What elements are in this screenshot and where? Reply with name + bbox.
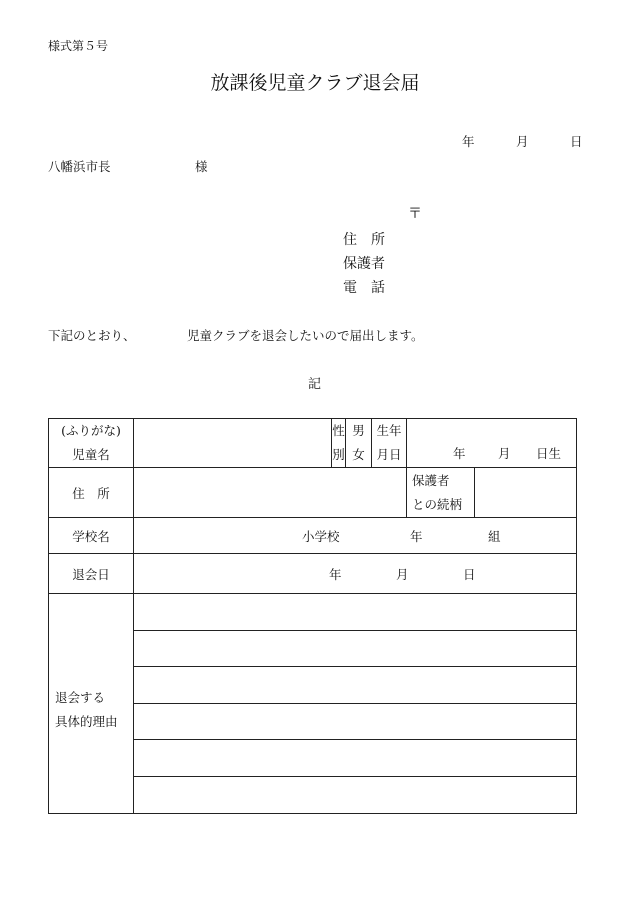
applicant-phone-label: 電 話 xyxy=(343,280,385,296)
birth-date-field[interactable] xyxy=(407,419,577,468)
addressee-honorific: 様 xyxy=(195,159,208,174)
reason-line-3[interactable] xyxy=(134,667,577,704)
birth-month-label: 月 xyxy=(498,446,511,461)
reason-label-1: 退会する xyxy=(55,690,106,706)
male-option[interactable]: 男 xyxy=(352,423,365,438)
reason-line-5[interactable] xyxy=(134,740,577,777)
applicant-guardian-label: 保護者 xyxy=(343,256,385,272)
class-label: 組 xyxy=(488,528,501,544)
relation-label-1: 保護者 xyxy=(412,472,450,488)
withdrawal-form-table xyxy=(48,418,577,814)
leave-month-label: 月 xyxy=(396,566,409,582)
birth-year-label: 年 xyxy=(453,446,466,461)
body-text-part1: 下記のとおり、 xyxy=(48,328,136,343)
body-text-part2: 児童クラブを退会したいので届出します。 xyxy=(187,328,424,343)
row-school xyxy=(49,518,577,554)
child-name-label-cell xyxy=(49,419,134,468)
addressee-name: 八幡浜市長 xyxy=(48,159,111,174)
address-label: 住 所 xyxy=(49,468,134,518)
child-name-label: 児童名 xyxy=(72,447,110,462)
leave-date-label: 退会日 xyxy=(49,554,134,594)
document-title: 放課後児童クラブ退会届 xyxy=(210,72,420,94)
child-name-field[interactable] xyxy=(134,419,332,468)
address-field[interactable] xyxy=(134,468,407,518)
sex-options-cell[interactable] xyxy=(346,419,372,468)
reason-line-4[interactable] xyxy=(134,703,577,740)
birth-label-1: 生年 xyxy=(376,423,402,438)
birth-date-label-cell xyxy=(372,419,407,468)
sex-label-cell xyxy=(332,419,346,468)
date-year-label: 年 xyxy=(462,134,475,149)
form-number: 様式第５号 xyxy=(48,39,109,53)
reason-line-2[interactable] xyxy=(134,630,577,667)
birth-day-label: 日生 xyxy=(536,446,562,461)
postal-mark: 〒 xyxy=(408,206,422,222)
leave-date-field[interactable] xyxy=(134,554,577,594)
birth-label-2: 月日 xyxy=(376,447,402,462)
reason-label-cell xyxy=(49,594,134,814)
leave-year-label: 年 xyxy=(329,566,342,582)
school-suffix: 小学校 xyxy=(302,528,340,544)
row-leave-date xyxy=(49,554,577,594)
furigana-label: (ふりがな) xyxy=(61,423,121,438)
date-month-label: 月 xyxy=(516,134,529,149)
reason-line-1[interactable] xyxy=(134,594,577,631)
date-day-label: 日 xyxy=(570,134,583,149)
relation-label-2: との続柄 xyxy=(412,496,463,512)
reason-line-6[interactable] xyxy=(134,776,577,813)
ki-heading: 記 xyxy=(308,377,322,392)
relation-field[interactable] xyxy=(475,468,577,518)
female-option[interactable]: 女 xyxy=(352,447,365,462)
sex-label-1: 性 xyxy=(332,423,345,438)
row-address xyxy=(49,468,577,518)
leave-day-label: 日 xyxy=(463,566,476,582)
applicant-address-label: 住 所 xyxy=(343,232,385,248)
relation-label-cell xyxy=(407,468,475,518)
school-name-label: 学校名 xyxy=(49,518,134,554)
sex-label-2: 別 xyxy=(332,447,345,462)
grade-label: 年 xyxy=(410,528,423,544)
reason-row xyxy=(49,594,577,631)
reason-label-2: 具体的理由 xyxy=(55,714,118,730)
school-field[interactable] xyxy=(134,518,577,554)
row-child-name xyxy=(49,419,577,468)
